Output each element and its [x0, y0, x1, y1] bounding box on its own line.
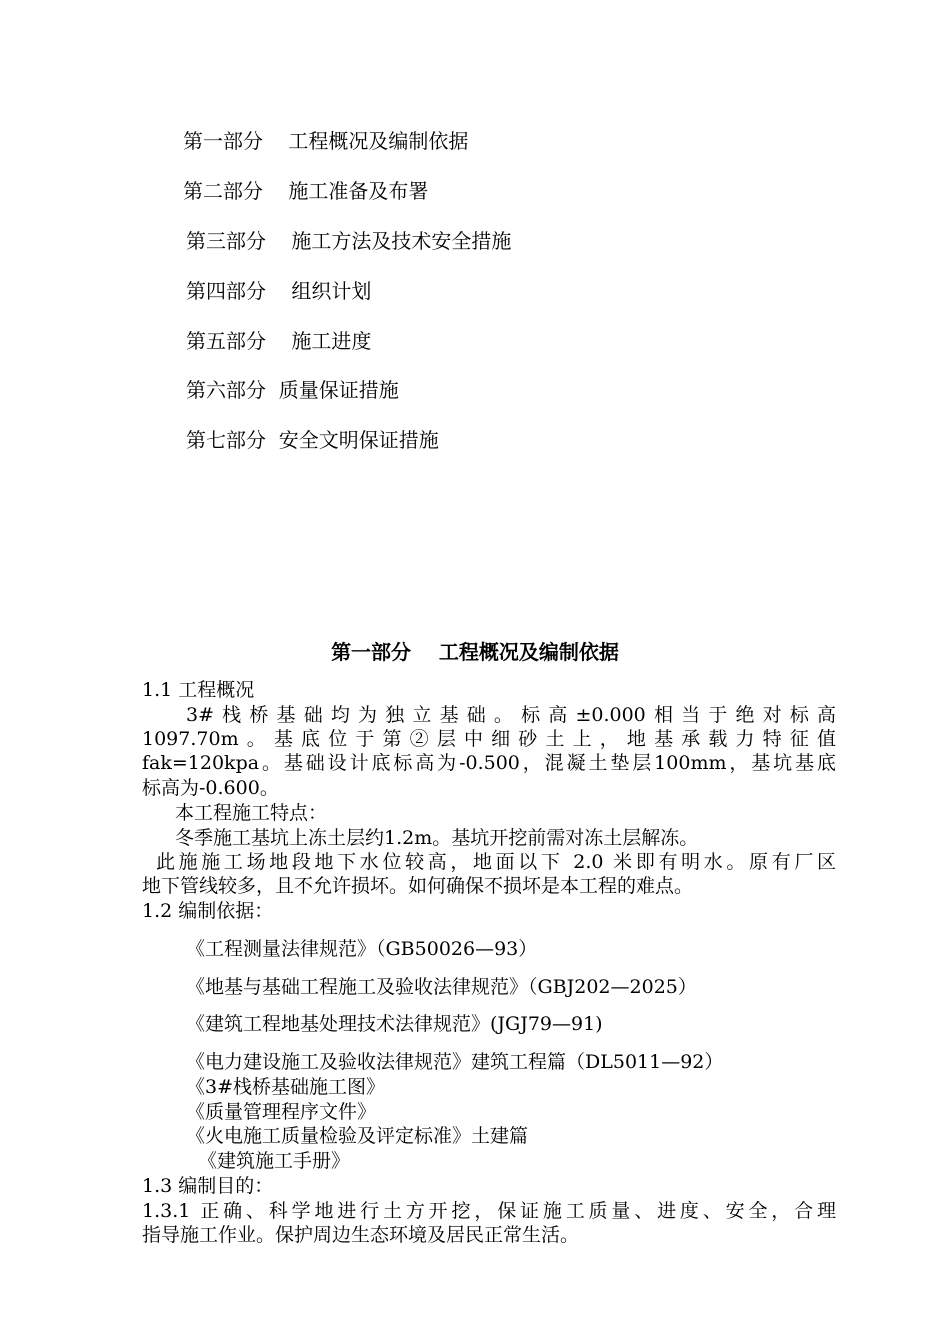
reference-item: 《工程测量法律规范》（GB50026—93） [186, 938, 538, 960]
reference-item: 《电力建设施工及验收法律规范》建筑工程篇（DL5011—92） [186, 1051, 724, 1073]
reference-item: 《质量管理程序文件》 [186, 1101, 377, 1123]
toc-item-part-5: 第五部分 施工进度 [186, 329, 372, 353]
toc-item-part-7: 第七部分 安全文明保证措施 [186, 428, 439, 452]
toc-item-part-2: 第二部分 施工准备及布署 [183, 179, 429, 203]
section-title: 第一部分 工程概况及编制依据 [331, 640, 619, 664]
heading-1-3: 1.3 编制目的： [142, 1175, 274, 1197]
paragraph-line: fak=120kpa。基础设计底标高为-0.500，混凝土垫层100mm，基坑基底 [142, 752, 836, 774]
reference-item: 《3#栈桥基础施工图》 [186, 1076, 386, 1098]
paragraph-line: 1.3.1 正确、科学地进行土方开挖，保证施工质量、进度、安全，合理 [142, 1200, 836, 1222]
paragraph-line: 1097.70m。基底位于第②层中细砂土上，地基承载力特征值 [142, 728, 836, 750]
features-label: 本工程施工特点： [175, 802, 328, 824]
reference-item: 《建筑工程地基处理技术法律规范》(JGJ79—91) [186, 1013, 603, 1035]
heading-1-2: 1.2 编制依据： [142, 900, 274, 922]
feature-item: 冬季施工基坑上冻土层约1.2m。基坑开挖前需对冻土层解冻。 [175, 827, 699, 849]
toc-item-part-3: 第三部分 施工方法及技术安全措施 [186, 229, 512, 253]
paragraph-line: 指导施工作业。保护周边生态环境及居民正常生活。 [142, 1224, 580, 1246]
toc-item-part-1: 第一部分 工程概况及编制依据 [183, 129, 469, 153]
paragraph-line: 3#栈桥基础均为独立基础。标高±0.000相当于绝对标高 [186, 704, 836, 726]
feature-item: 此施施工场地段地下水位较高，地面以下 2.0 米即有明水。原有厂区 [156, 851, 836, 873]
feature-item: 地下管线较多，且不允许损坏。如何确保不损坏是本工程的难点。 [142, 875, 694, 897]
reference-item: 《火电施工质量检验及评定标准》土建篇 [186, 1125, 529, 1147]
reference-item: 《建筑施工手册》 [198, 1150, 351, 1172]
toc-item-part-4: 第四部分 组织计划 [186, 279, 372, 303]
paragraph-line: 标高为-0.600。 [142, 777, 279, 799]
toc-item-part-6: 第六部分 质量保证措施 [186, 378, 399, 402]
reference-item: 《地基与基础工程施工及验收法律规范》（GBJ202—2025） [186, 976, 697, 998]
heading-1-1: 1.1 工程概况 [142, 679, 255, 701]
